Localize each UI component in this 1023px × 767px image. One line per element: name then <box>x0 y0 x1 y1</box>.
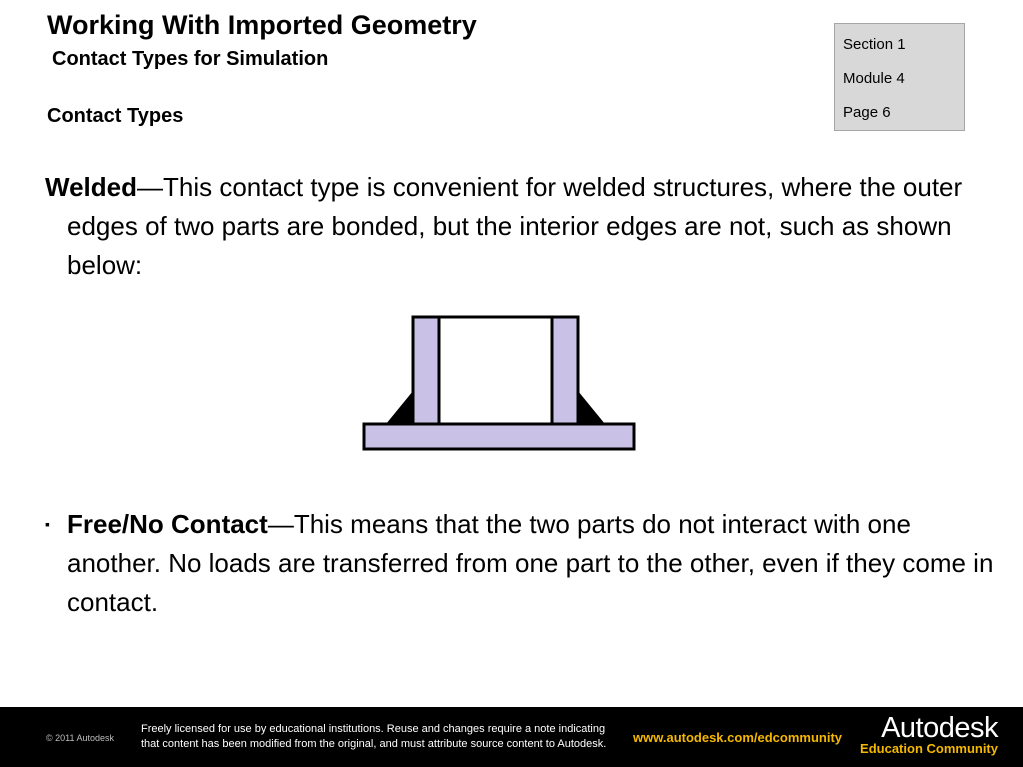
section-heading: Contact Types <box>47 105 184 127</box>
right-weld-fillet <box>578 391 605 424</box>
base-plate <box>364 424 634 449</box>
left-weld-fillet <box>386 391 413 424</box>
welded-description: —This contact type is convenient for welded structures, where the outer edges of two parts are bonded, but the interior edges are not, such as shown below: <box>67 172 963 280</box>
edcommunity-link[interactable]: www.autodesk.com/edcommunity <box>633 730 843 745</box>
autodesk-logo <box>860 714 998 756</box>
location-info-box <box>834 23 965 131</box>
free-contact-bullet <box>45 505 1002 622</box>
brand-subtitle: Education Community <box>860 741 998 756</box>
page-title: Working With Imported Geometry <box>47 10 477 40</box>
page-label: Page 6 <box>843 104 891 121</box>
bullet-marker: ▪ <box>45 516 50 532</box>
footer-bar <box>0 707 1023 767</box>
right-upright-plate <box>552 317 578 424</box>
license-text <box>141 722 606 752</box>
free-contact-description: —This means that the two parts do not interact with one another. No loads are transferred from one part to the other, even if they come in contact. <box>67 509 994 617</box>
section-label: Section 1 <box>843 36 906 53</box>
module-label: Module 4 <box>843 70 905 87</box>
free-contact-term: Free/No Contact <box>67 509 268 539</box>
welded-paragraph <box>45 168 1002 285</box>
page-subtitle: Contact Types for Simulation <box>52 48 329 70</box>
license-line-2: that content has been modified from the original, and must attribute source content to Autodesk. <box>141 738 607 750</box>
copyright-text: © 2011 Autodesk <box>46 733 115 743</box>
license-line-1: Freely licensed for use by educational institutions. Reuse and changes require a note indicating <box>141 723 606 735</box>
left-upright-plate <box>413 317 439 424</box>
welded-joint-diagram <box>360 313 640 455</box>
welded-term: Welded <box>45 172 137 202</box>
brand-name: Autodesk <box>881 712 998 744</box>
